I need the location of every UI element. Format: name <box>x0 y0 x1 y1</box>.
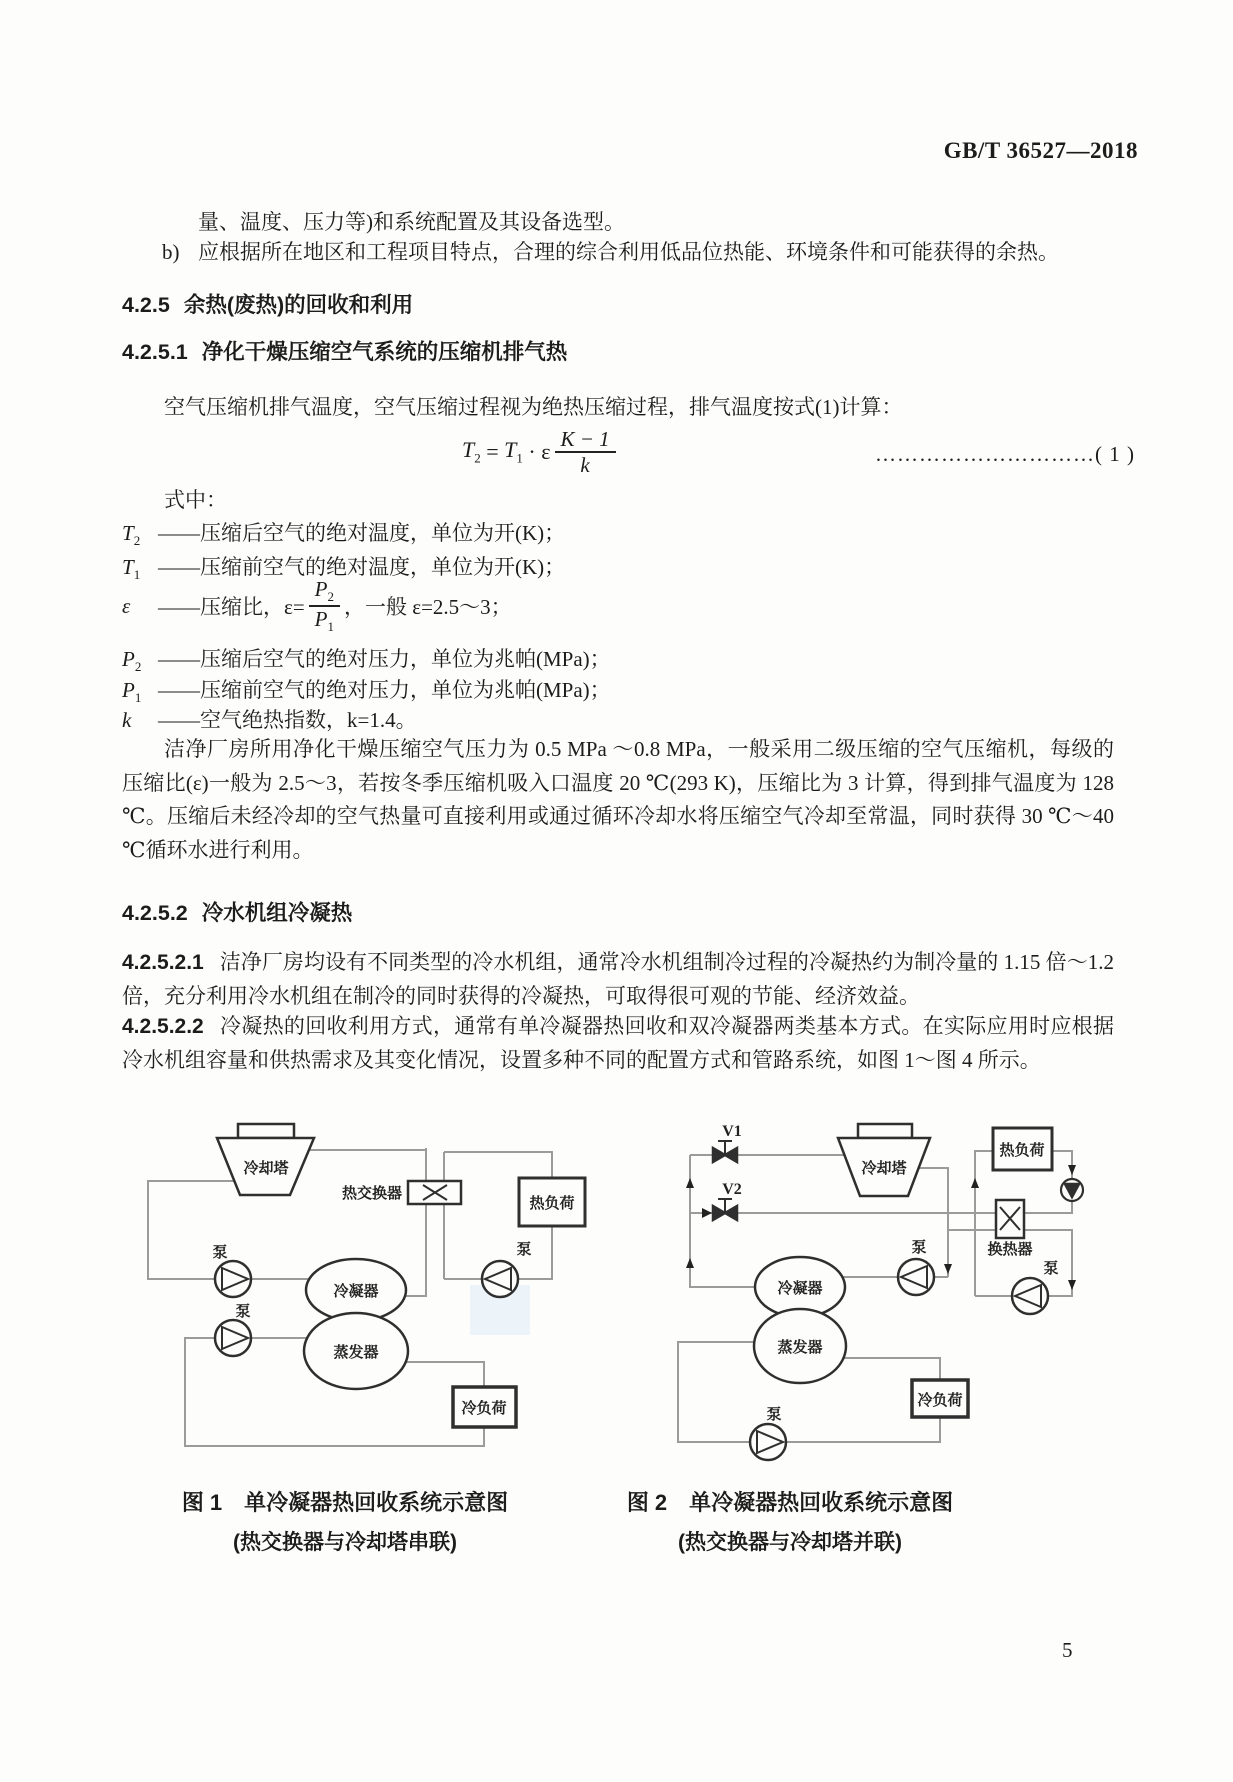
symbol-p1: $P_1$ <box>122 678 142 706</box>
list-item-b <box>162 236 1059 266</box>
figure1-caption-subtitle: (热交换器与冷却塔串联) <box>233 1531 457 1554</box>
heading-number: 4.2.5 <box>122 293 170 317</box>
figure2-diagram <box>660 1090 1120 1490</box>
term-t2: $T_2$ <box>462 437 481 466</box>
paragraph-text: 冷凝热的回收利用方式，通常有单冷凝器热回收和双冷凝器两类基本方式。在实际应用时应根据冷水机组容量和供热需求及其变化情况，设置多种不同的配置方式和管路系统，如图 1～图 4 所示。 <box>122 1014 1114 1072</box>
heading-number: 4.2.5.2 <box>122 901 188 925</box>
cooling-tower-cap <box>858 1124 912 1138</box>
valve-v1 <box>713 1141 737 1162</box>
figure2-caption-title: 图 2 单冷凝器热回收系统示意图 <box>626 1490 954 1515</box>
valve-v2 <box>713 1199 737 1220</box>
multiply-dot: · <box>522 439 542 465</box>
heading-4-2-5-1 <box>122 335 567 366</box>
pipe <box>444 1152 552 1178</box>
cool-load-label: 冷负荷 <box>461 1400 507 1417</box>
figure2-caption-subtitle: (热交换器与冷却塔并联) <box>678 1531 902 1554</box>
fraction-denominator: k <box>580 453 590 478</box>
pump-label: 泵 <box>766 1406 782 1423</box>
down-arrow-icon <box>1068 1165 1076 1175</box>
formula-intro-paragraph: 空气压缩机排气温度，空气压缩过程视为绝热压缩过程，排气温度按式(1)计算： <box>164 395 903 419</box>
equation-number: ( 1 ) <box>1095 442 1135 466</box>
pipe <box>690 1155 755 1287</box>
valve-v1-label: V1 <box>722 1123 742 1140</box>
definition-text: ——压缩前空气的绝对温度，单位为开(K)； <box>158 555 566 579</box>
paragraph-4-2-5-2-1 <box>122 946 1114 1013</box>
paragraph-number: 4.2.5.2.1 <box>122 951 204 974</box>
down-arrow-icon <box>944 1264 952 1274</box>
fraction-numerator: K − 1 <box>555 428 616 453</box>
definition-k <box>122 704 417 734</box>
paragraph-compressed-air: 洁净厂房所用净化干燥压缩空气压力为 0.5 MPa ～0.8 MPa，一般采用二级压缩的空气压缩机，每级的压缩比(ε)一般为 2.5～3，若按冬季压缩机吸入口温度 20 ℃(293 K)，压缩比为 3 计算，得到排气温度为 128 ℃。压缩后未经冷却的空气热量可直接利用或通过循环冷却水将压缩空气冷却至常温，同时获得 30 ℃～40 ℃循环水进行利用。 <box>122 737 1114 862</box>
definition-text: ——压缩后空气的绝对温度，单位为开(K)； <box>158 521 566 545</box>
valve-v2-label: V2 <box>722 1181 742 1198</box>
definition-text: ——压缩前空气的绝对压力，单位为兆帕(MPa)； <box>158 678 611 702</box>
list-item-b-label: b) <box>162 240 180 264</box>
cooling-tower-label: 冷却塔 <box>861 1160 907 1177</box>
definition-p1 <box>122 674 611 706</box>
pipe <box>844 1358 940 1380</box>
definition-text-pre: ——压缩比，ε= <box>158 595 305 619</box>
dot-leader: ………………………… <box>875 442 1095 466</box>
cooling-tower-label: 冷却塔 <box>243 1160 289 1177</box>
heat-exchanger-label: 换热器 <box>987 1241 1033 1258</box>
paragraph-4-2-5-2-2 <box>122 1010 1114 1077</box>
pump-label: 泵 <box>516 1241 532 1258</box>
equation-dots-number <box>875 442 1135 467</box>
down-arrow-icon <box>1068 1280 1076 1290</box>
symbol-t1: $T_1$ <box>122 555 141 583</box>
pressure-ratio-fraction <box>309 578 340 634</box>
pipe <box>786 1417 940 1442</box>
equation-1 <box>122 428 1135 484</box>
valve-icon <box>725 1206 737 1220</box>
definition-text: ——空气绝热指数，k=1.4。 <box>158 708 417 732</box>
heading-number: 4.2.5.1 <box>122 340 188 364</box>
equals-sign: = <box>480 439 505 465</box>
condenser-label: 冷凝器 <box>777 1280 823 1297</box>
heading-4-2-5-2 <box>122 896 352 927</box>
symbol-t2: $T_2$ <box>122 521 141 549</box>
fraction-numerator: $P_2$ <box>309 578 340 607</box>
heat-load-label: 热负荷 <box>999 1142 1045 1159</box>
paragraph-number: 4.2.5.2.2 <box>122 1015 204 1038</box>
pump-label: 泵 <box>235 1303 251 1320</box>
term-epsilon: ε <box>541 439 551 465</box>
page-number: 5 <box>1062 1638 1073 1662</box>
up-arrow-icon <box>686 1258 694 1268</box>
where-label: 式中： <box>164 488 227 512</box>
doc-number: GB/T 36527—2018 <box>943 138 1138 163</box>
pipe <box>1024 1201 1072 1213</box>
fraction-denominator: $P_1$ <box>314 607 334 635</box>
pump-label: 泵 <box>1043 1260 1059 1277</box>
heading-title: 余热(废热)的回收和利用 <box>183 293 414 317</box>
cooling-tower-cap <box>238 1124 294 1138</box>
figure1-caption-title: 图 1 单冷凝器热回收系统示意图 <box>181 1490 509 1515</box>
valve-icon <box>725 1148 737 1162</box>
equation-body <box>462 428 620 476</box>
pipe <box>678 1342 754 1442</box>
pump-label: 泵 <box>212 1244 228 1261</box>
list-item-b-text: 应根据所在地区和工程项目特点，合理的综合利用低品位热能、环境条件和可能获得的余热。 <box>198 240 1059 264</box>
carryover-line: 量、温度、压力等)和系统配置及其设备选型。 <box>198 210 625 234</box>
symbol-epsilon: ε <box>122 593 131 618</box>
heading-title: 冷水机组冷凝热 <box>201 901 353 925</box>
symbol-k: k <box>122 708 132 732</box>
definition-text-post: ，一般 ε=2.5～3； <box>344 595 512 619</box>
evaporator-label: 蒸发器 <box>333 1344 379 1361</box>
figure1-diagram <box>140 1090 600 1490</box>
definition-t1 <box>122 551 565 583</box>
up-arrow-icon <box>686 1178 694 1188</box>
pump-label: 泵 <box>911 1239 927 1256</box>
pipe <box>975 1151 993 1296</box>
evaporator-label: 蒸发器 <box>777 1339 823 1356</box>
heading-title: 净化干燥压缩空气系统的压缩机排气热 <box>201 340 568 364</box>
heat-load-label: 热负荷 <box>529 1195 575 1212</box>
cool-load-label: 冷负荷 <box>917 1392 963 1409</box>
exponent-fraction <box>555 428 616 476</box>
definition-text: ——压缩后空气的绝对压力，单位为兆帕(MPa)； <box>158 647 611 671</box>
paragraph-text: 洁净厂房均设有不同类型的冷水机组，通常冷水机组制冷过程的冷凝热约为制冷量的 1.15 倍～1.2 倍，充分利用冷水机组在制冷的同时获得的冷凝热，可取得很可观的节能、经济效益。 <box>122 950 1114 1008</box>
definition-epsilon <box>122 577 512 635</box>
heat-exchanger-label: 热交换器 <box>341 1185 402 1202</box>
definition-t2 <box>122 517 565 549</box>
term-t1: $T_1$ <box>504 437 523 466</box>
condenser-label: 冷凝器 <box>333 1283 379 1300</box>
up-arrow-icon <box>971 1178 979 1188</box>
pipe <box>406 1362 484 1387</box>
symbol-p2: $P_2$ <box>122 647 142 675</box>
right-arrow-icon <box>702 1208 712 1218</box>
heading-4-2-5 <box>122 288 413 319</box>
definition-p2 <box>122 643 611 675</box>
pipe <box>406 1148 426 1296</box>
